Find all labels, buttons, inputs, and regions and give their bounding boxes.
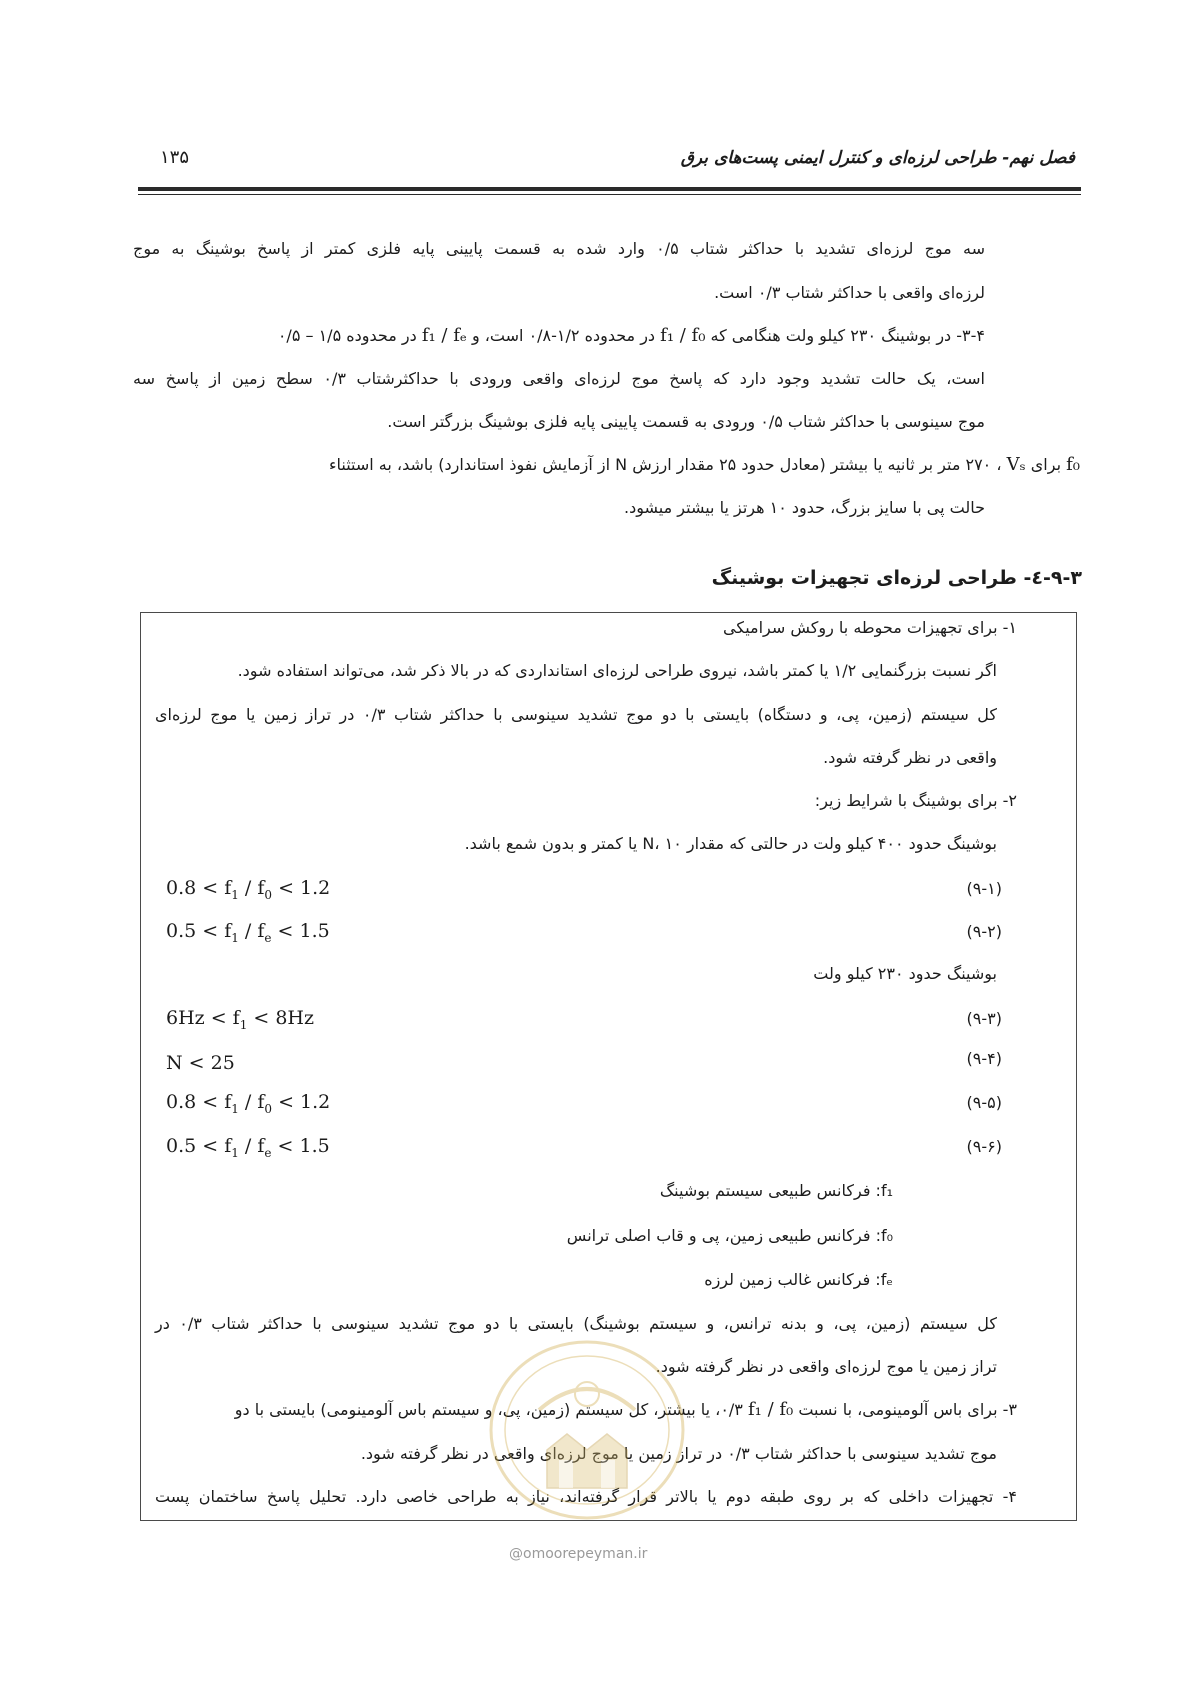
f0-note-part-b: ، ۲۷۰ متر بر ثانیه یا بیشتر (معادل حدود ۲۵ مقدار ارزش N از آزمایش نفوذ استاندارد) باشد، به استثناء bbox=[328, 455, 1002, 474]
vs-symbol: Vₛ bbox=[1006, 454, 1026, 475]
definition-f0: f₀: فرکانس طبیعی زمین، پی و قاب اصلی ترانس bbox=[566, 1226, 893, 1245]
item-1-title: ۱- برای تجهیزات محوطه با روکش سرامیکی bbox=[723, 618, 1017, 637]
equation-9-4: N < 25 bbox=[166, 1052, 235, 1074]
box-line: کل سیستم (زمین، پی، و دستگاه) بایستی با دو موج تشدید سینوسی با حداکثر شتاب ۰/۳ در تراز زمین یا موج لرزه‌ای bbox=[155, 705, 997, 724]
intro-line: است، یک حالت تشدید وجود دارد که پاسخ موج لرزه‌ای واقعی ورودی با حداکثرشتاب ۰/۳ سطح زمین از پاسخ سه bbox=[133, 369, 986, 388]
intro-line: لرزه‌ای واقعی با حداکثر شتاب ۰/۳ است. bbox=[714, 283, 985, 302]
item-4-line: ۴- تجهیزات داخلی که بر روی طبقه دوم یا بالاتر قرار گرفته‌اند، نیاز به طراحی خاصی دارد. تحلیل پاسخ ساختمان پست bbox=[155, 1487, 1017, 1506]
equation-9-3: $6Hz < f_1 < 8Hz$ bbox=[166, 1007, 315, 1032]
para-3-4-part-a: ۳-۴- در بوشینگ ۲۳۰ کیلو ولت هنگامی که bbox=[710, 326, 985, 345]
equation-label: (۹-۵) bbox=[966, 1093, 1002, 1112]
box-line: بوشینگ حدود ۲۳۰ کیلو ولت bbox=[813, 964, 997, 983]
f0-symbol: f₀ bbox=[1066, 454, 1080, 475]
equation-label: (۹-۲) bbox=[966, 922, 1002, 941]
page-number: ۱۳۵ bbox=[160, 147, 190, 168]
box-line: کل سیستم (زمین، پی، و بدنه ترانس، و سیستم بوشینگ) بایستی با دو موج تشدید سینوسی با حداکثر شتاب ۰/۳ در bbox=[155, 1314, 998, 1333]
definition-f1: f₁: فرکانس طبیعی سیستم بوشینگ bbox=[659, 1181, 893, 1200]
equation-9-6: $0.5 < f_1 / f_e < 1.5$ bbox=[166, 1135, 330, 1160]
intro-line: سه موج لرزه‌ای تشدید با حداکثر شتاب ۰/۵ وارد شده به قسمت پایینی پایه فلزی کمتر از پاسخ بوشینگ به موج bbox=[133, 239, 986, 258]
item-3-part-b: ۰/۳، یا بیشتر، کل سیستم (زمین، پی، و سیستم باس آلومینومی) بایستی با دو bbox=[234, 1400, 743, 1419]
ratio-f1-f0-symbol: f₁ / f₀ bbox=[747, 1399, 794, 1420]
intro-line: موج سینوسی با حداکثر شتاب ۰/۵ ورودی به قسمت پایینی پایه فلزی بوشینگ بزرگتر است. bbox=[387, 412, 985, 431]
item-2-title: ۲- برای بوشینگ با شرایط زیر: bbox=[814, 791, 1017, 810]
seal-watermark-icon bbox=[487, 1338, 687, 1522]
equation-label: (۹-۶) bbox=[966, 1137, 1002, 1156]
para-3-4-part-b: در محدوده ۱/۲-۰/۸ است، و bbox=[471, 326, 656, 345]
box-line: اگر نسبت بزرگنمایی ۱/۲ یا کمتر باشد، نیروی طراحی لرزه‌ای استانداردی که در بالا ذکر شد، می‌تواند استفاده شود. bbox=[237, 661, 997, 680]
ratio-f1-f0-symbol: f₁ / f₀ bbox=[660, 325, 706, 346]
box-line: واقعی در نظر گرفته شود. bbox=[823, 748, 997, 767]
ratio-f1-fe-symbol: f₁ / fₑ bbox=[421, 325, 467, 346]
para-3-4-line bbox=[278, 326, 985, 346]
box-line: موج تشدید سینوسی با حداکثر شتاب ۰/۳ در تراز زمین یا موج لرزه‌ای واقعی در نظر گرفته شود. bbox=[360, 1444, 997, 1463]
equation-9-1: $0.8 < f_1 / f_0 < 1.2$ bbox=[166, 877, 331, 902]
f0-note-part-a: برای bbox=[1030, 455, 1062, 474]
equation-9-5: $0.8 < f_1 / f_0 < 1.2$ bbox=[166, 1091, 331, 1116]
equation-label: (۹-۴) bbox=[966, 1049, 1002, 1068]
equation-label: (۹-۱) bbox=[966, 879, 1002, 898]
definition-fe: fₑ: فرکانس غالب زمین لرزه bbox=[704, 1270, 893, 1289]
chapter-title: فصل نهم- طراحی لرزه‌ای و کنترل ایمنی پست‌های برق bbox=[680, 148, 1075, 168]
equation-9-2: $0.5 < f_1 / f_e < 1.5$ bbox=[166, 920, 330, 945]
box-line: تراز زمین یا موج لرزه‌ای واقعی در نظر گرفته شود. bbox=[655, 1357, 997, 1376]
footer-watermark: @omoorepeyman.ir bbox=[509, 1546, 648, 1562]
header-rule-thin bbox=[138, 194, 1081, 195]
box-line: بوشینگ حدود ۴۰۰ کیلو ولت در حالتی که مقدار N، ۱۰ یا کمتر و بدون شمع باشد. bbox=[464, 834, 997, 853]
para-3-4-part-c: در محدوده ۱/۵ – ۰/۵ bbox=[277, 326, 417, 345]
header-rule-thick bbox=[138, 187, 1081, 191]
item-3-part-a: ۳- برای باس آلومینومی، با نسبت bbox=[798, 1400, 1017, 1419]
intro-line: حالت پی با سایز بزرگ، حدود ۱۰ هرتز یا بیشتر میشود. bbox=[624, 498, 985, 517]
f0-note-line bbox=[329, 455, 1080, 475]
section-heading: ۹-۳-٤- طراحی لرزه‌ای تجهیزات بوشینگ bbox=[711, 567, 1082, 589]
equation-label: (۹-۳) bbox=[966, 1009, 1002, 1028]
